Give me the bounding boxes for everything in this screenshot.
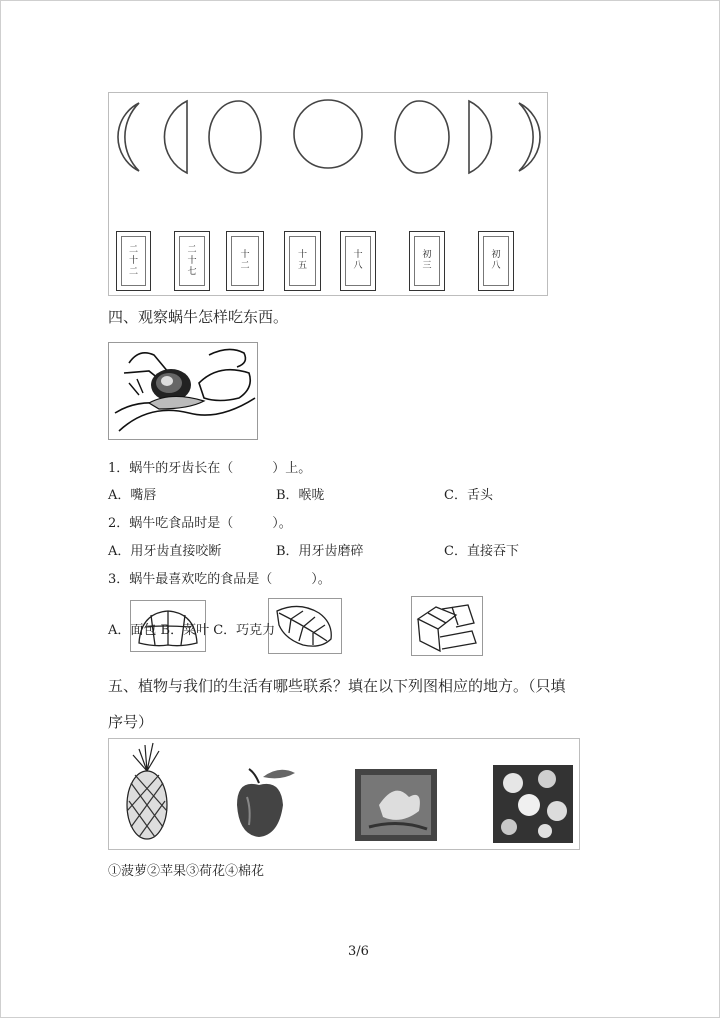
question-2: 2．蜗牛吃食品时是（ ）。 [108,516,292,531]
q1-option-b: B．喉咙 [276,488,325,503]
question-1: 1．蜗牛的牙齿长在（ ）上。 [108,461,312,476]
plants-figure [108,738,580,850]
moon-card-3: 十 二 [226,231,264,291]
moon-phase-drawings [109,93,547,203]
moon-full [294,100,362,168]
lotus-image [355,769,437,841]
q1-option-a: A．嘴唇 [108,488,157,503]
section4-heading: 四、观察蜗牛怎样吃东西。 [108,308,289,326]
apple-image [237,769,295,837]
question-3: 3．蜗牛最喜欢吃的食品是（ ）。 [108,572,331,587]
moon-card-2: 二 十 七 [174,231,210,291]
moon-card-7: 初 八 [478,231,514,291]
q2-option-a: A．用牙齿直接咬断 [108,544,222,559]
moon-card-1: 二 十 二 [116,231,151,291]
moon-gibbous-right [395,101,449,173]
moon-gibbous-left [209,101,261,173]
moon-half-right [469,101,492,173]
q3-options: A．面包 B．菜叶 C．巧克力 [108,623,276,638]
pineapple-image [127,743,167,839]
chocolate-image [411,596,483,656]
snail-illustration [108,342,258,440]
moon-crescent-right [519,103,540,171]
vegetable-leaf-drawing [269,599,341,653]
section5-heading-line2: 序号） [108,713,154,731]
q2-option-b: B．用牙齿磨碎 [276,544,364,559]
moon-half-left [164,101,187,173]
moon-crescent-left [118,103,139,171]
snail-eating-leaf-image [109,343,257,439]
moon-card-5: 十 八 [340,231,376,291]
chocolate-drawing [412,597,482,655]
moon-card-6: 初 三 [409,231,445,291]
plants-caption: ①菠萝②苹果③荷花④棉花 [108,864,265,879]
moon-card-4: 十 五 [284,231,321,291]
q1-option-c: C．舌头 [444,488,493,503]
page-number: 3/6 [348,944,369,959]
leaf-image [268,598,342,654]
cotton-image [493,765,573,843]
section5-heading-line1: 五、植物与我们的生活有哪些联系？填在以下列图相应的地方。（只填 [108,677,566,695]
plant-images [109,739,579,849]
q2-option-c: C．直接吞下 [444,544,519,559]
